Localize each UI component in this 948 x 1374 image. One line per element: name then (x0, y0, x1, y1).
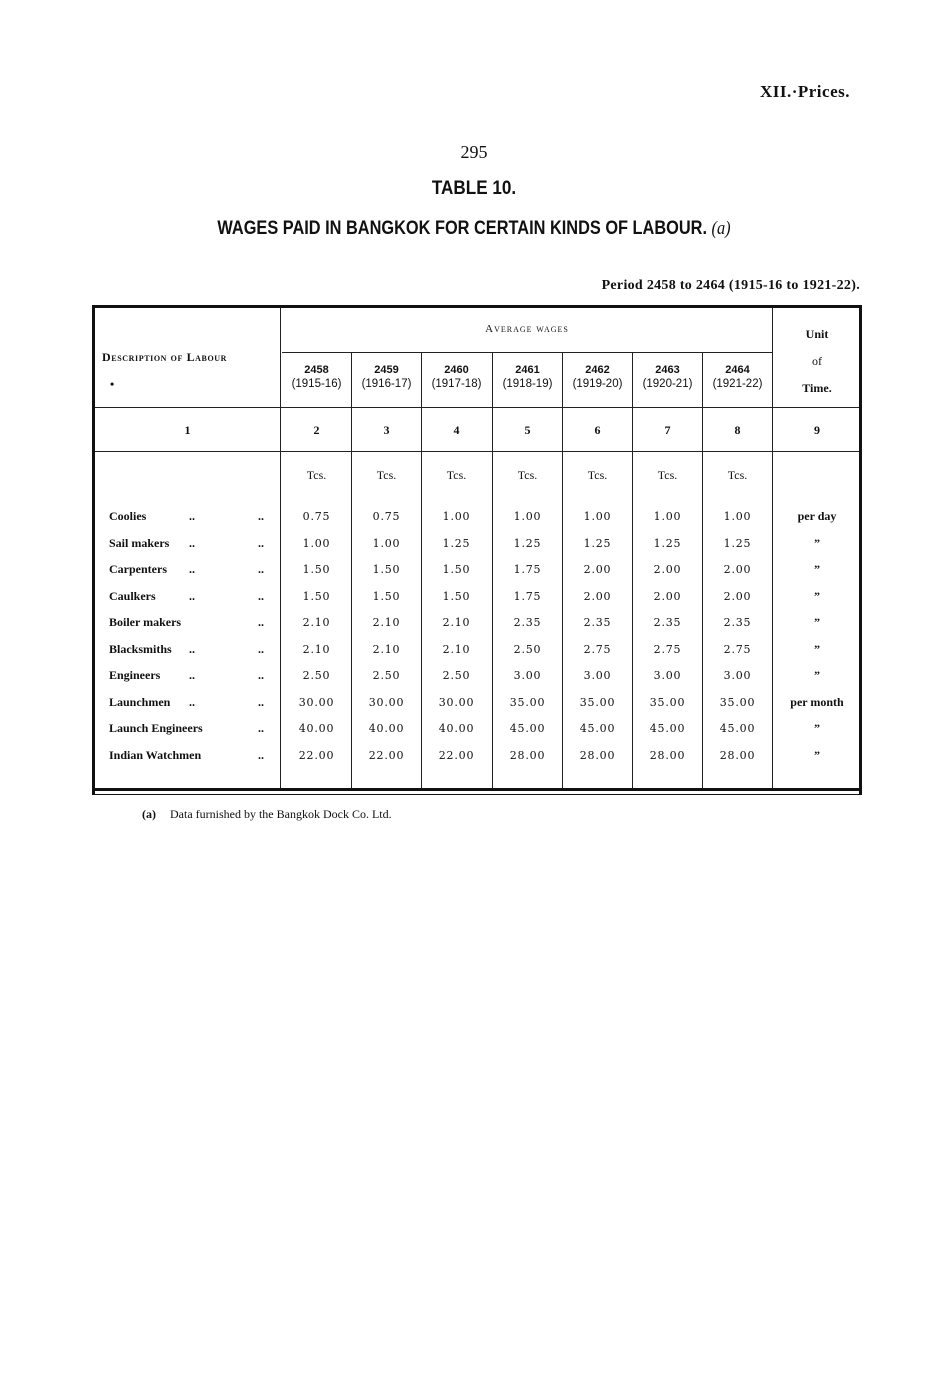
time-unit: ” (814, 641, 820, 656)
wage-value: 22.00 (368, 748, 405, 762)
wage-value: 1.25 (442, 536, 471, 550)
row-label: Coolies (109, 509, 147, 523)
description-header-mark: • (110, 377, 115, 391)
wage-value: 1.00 (302, 536, 331, 550)
page-number: 295 (460, 142, 488, 162)
year-header (633, 363, 702, 391)
wage-value: 2.35 (583, 616, 612, 629)
year-header (493, 363, 562, 391)
wage-value: 2.50 (442, 669, 471, 682)
leader-dots: .. (258, 641, 264, 656)
wage-value: 3.00 (723, 669, 752, 682)
year-ce: (1917-18) (431, 378, 482, 390)
wage-value: 2.10 (302, 642, 331, 656)
currency-unit: Tcs. (517, 468, 538, 482)
time-unit: ” (814, 562, 820, 576)
wage-value: 22.00 (298, 748, 335, 762)
wage-value: 1.25 (653, 536, 682, 550)
table-row (92, 615, 862, 641)
wage-value: 2.35 (653, 616, 682, 629)
year-ce: (1920-21) (642, 378, 693, 390)
wage-value: 30.00 (298, 695, 335, 709)
leader-dots: .. (189, 668, 195, 682)
wage-value: 2.35 (723, 616, 752, 629)
currency-unit: Tcs. (376, 468, 397, 482)
leader-dots: .. (189, 641, 195, 656)
table-row (92, 748, 862, 774)
wage-value: 2.50 (513, 642, 542, 656)
footnote-mark: (a) (142, 807, 156, 821)
column-number: 8 (734, 423, 741, 437)
avg-wages-rule (282, 352, 772, 353)
table-title (66, 218, 881, 240)
year-ce: (1915-16) (291, 378, 342, 390)
table-row (92, 509, 862, 535)
average-wages-header: Average wages (485, 323, 569, 335)
table-row (92, 668, 862, 694)
column-number: 4 (453, 423, 460, 437)
wage-value: 2.50 (372, 669, 401, 682)
year-ce: (1918-19) (502, 378, 553, 390)
unit-header-line: Time. (802, 381, 832, 395)
year-be: 2464 (725, 364, 750, 376)
row-label: Sail makers (109, 535, 170, 550)
column-number: 3 (383, 423, 390, 437)
wage-value: 45.00 (719, 722, 756, 735)
wage-value: 22.00 (438, 748, 475, 762)
wage-value: 40.00 (298, 722, 335, 735)
wage-value: 40.00 (368, 722, 405, 735)
wage-value: 30.00 (438, 695, 475, 709)
leader-dots: .. (258, 562, 264, 576)
wage-value: 2.00 (583, 563, 612, 576)
wage-value: 2.00 (583, 589, 612, 603)
wages-table (92, 305, 862, 795)
year-ce: (1921-22) (712, 378, 763, 390)
unit-header (775, 321, 859, 402)
wage-value: 2.00 (653, 563, 682, 576)
wage-value: 35.00 (509, 695, 546, 709)
wage-value: 3.00 (653, 669, 682, 682)
description-header-text: Description of Labour (102, 350, 228, 364)
wage-value: 2.10 (302, 616, 331, 629)
wage-value: 1.00 (583, 510, 612, 523)
currency-unit: Tcs. (446, 468, 467, 482)
time-unit: ” (814, 747, 820, 762)
leader-dots: .. (258, 721, 264, 735)
colnum-rule (95, 451, 859, 452)
year-header (703, 363, 772, 391)
wage-value: 35.00 (649, 695, 686, 709)
year-be: 2461 (515, 364, 540, 376)
wage-value: 2.10 (442, 616, 471, 629)
wage-value: 1.00 (442, 510, 471, 523)
table-bottom-rule (92, 788, 862, 791)
unit-header-line: Unit (805, 327, 829, 341)
wage-value: 28.00 (579, 748, 616, 762)
leader-dots: .. (258, 747, 264, 762)
wage-value: 45.00 (649, 722, 686, 735)
table-title-note: (a) (711, 218, 731, 239)
wage-value: 0.75 (372, 510, 401, 523)
column-number: 7 (664, 423, 671, 437)
table-row (92, 642, 862, 668)
currency-unit: Tcs. (587, 468, 608, 482)
wage-value: 28.00 (719, 748, 756, 762)
wage-value: 1.00 (513, 510, 542, 523)
row-label: Engineers (109, 668, 161, 682)
table-row (92, 589, 862, 615)
running-head: XII.·Prices. (759, 82, 850, 101)
description-header (102, 350, 280, 392)
wage-value: 1.50 (372, 589, 401, 603)
wage-value: 2.35 (513, 616, 542, 629)
time-unit: per day (797, 509, 837, 523)
wage-value: 1.25 (583, 536, 612, 550)
wage-value: 35.00 (719, 695, 756, 709)
time-unit: ” (814, 668, 820, 682)
wage-value: 1.75 (513, 563, 542, 576)
leader-dots: .. (189, 588, 195, 603)
unit-header-line: of (812, 354, 822, 368)
wage-value: 1.50 (302, 563, 331, 576)
wage-value: 30.00 (368, 695, 405, 709)
wage-value: 1.50 (302, 589, 331, 603)
leader-dots: .. (258, 509, 264, 523)
year-be: 2463 (655, 364, 680, 376)
table-title-text: WAGES PAID IN BANGKOK FOR CERTAIN KINDS OF LABOUR. (217, 218, 707, 239)
footnote-text: Data furnished by the Bangkok Dock Co. Ltd. (170, 807, 392, 821)
wage-value: 1.50 (442, 563, 471, 576)
column-number: 9 (814, 423, 820, 437)
wage-value: 1.50 (442, 589, 471, 603)
wage-value: 2.75 (583, 642, 612, 656)
year-ce: (1919-20) (572, 378, 623, 390)
currency-unit: Tcs. (306, 468, 327, 482)
wage-value: 3.00 (513, 669, 542, 682)
wage-value: 28.00 (649, 748, 686, 762)
wage-value: 2.00 (653, 589, 682, 603)
leader-dots: .. (258, 668, 264, 682)
wage-value: 1.00 (653, 510, 682, 523)
currency-unit: Tcs. (657, 468, 678, 482)
row-label: Blacksmiths (109, 641, 172, 656)
wage-value: 2.10 (372, 616, 401, 629)
leader-dots: .. (258, 535, 264, 550)
leader-dots: .. (258, 615, 264, 629)
year-be: 2460 (444, 364, 469, 376)
table-row (92, 721, 862, 747)
wage-value: 0.75 (302, 510, 331, 523)
table-row (92, 536, 862, 562)
wage-value: 1.75 (513, 589, 542, 603)
row-label: Boiler makers (109, 615, 182, 629)
row-label: Launch Engineers (109, 721, 203, 735)
wage-value: 45.00 (509, 722, 546, 735)
wage-value: 3.00 (583, 669, 612, 682)
wage-value: 28.00 (509, 748, 546, 762)
table-bottom-rule-thin (92, 794, 862, 795)
wage-value: 2.10 (442, 642, 471, 656)
leader-dots: .. (258, 694, 264, 709)
leader-dots: .. (189, 694, 195, 709)
leader-dots: .. (189, 562, 195, 576)
wage-value: 45.00 (579, 722, 616, 735)
column-number: 1 (184, 423, 191, 437)
time-unit: ” (814, 535, 820, 550)
period-line: Period 2458 to 2464 (1915-16 to 1921-22). (601, 278, 860, 293)
column-number: 6 (594, 423, 601, 437)
year-header (563, 363, 632, 391)
row-label: Launchmen (109, 694, 171, 709)
leader-dots: .. (258, 588, 264, 603)
column-number: 2 (313, 423, 320, 437)
year-header (282, 363, 351, 391)
wage-value: 2.50 (302, 669, 331, 682)
row-label: Indian Watchmen (109, 747, 202, 762)
table-row (92, 562, 862, 588)
table-top-rule (92, 305, 862, 308)
footnote (142, 807, 392, 822)
leader-dots: .. (189, 535, 195, 550)
wage-value: 1.00 (723, 510, 752, 523)
year-be: 2458 (304, 364, 329, 376)
row-label: Caulkers (109, 588, 156, 603)
wage-value: 2.00 (723, 563, 752, 576)
wage-value: 1.00 (372, 536, 401, 550)
wage-value: 1.25 (513, 536, 542, 550)
wage-value: 1.25 (723, 536, 752, 550)
table-number: TABLE 10. (431, 178, 517, 199)
wage-value: 35.00 (579, 695, 616, 709)
currency-unit: Tcs. (727, 468, 748, 482)
column-number: 5 (524, 423, 531, 437)
time-unit: ” (814, 588, 820, 603)
wage-value: 2.00 (723, 589, 752, 603)
time-unit: ” (814, 615, 820, 629)
year-header (422, 363, 491, 391)
year-be: 2459 (374, 364, 399, 376)
year-header (352, 363, 421, 391)
header-rule (95, 407, 859, 408)
year-be: 2462 (585, 364, 610, 376)
wage-value: 1.50 (372, 563, 401, 576)
wage-value: 2.75 (653, 642, 682, 656)
time-unit: per month (790, 694, 844, 709)
wage-value: 2.75 (723, 642, 752, 656)
leader-dots: .. (189, 509, 195, 523)
wage-value: 40.00 (438, 722, 475, 735)
wage-value: 2.10 (372, 642, 401, 656)
row-label: Carpenters (109, 562, 167, 576)
year-ce: (1916-17) (361, 378, 412, 390)
time-unit: ” (814, 721, 820, 735)
table-row (92, 695, 862, 721)
